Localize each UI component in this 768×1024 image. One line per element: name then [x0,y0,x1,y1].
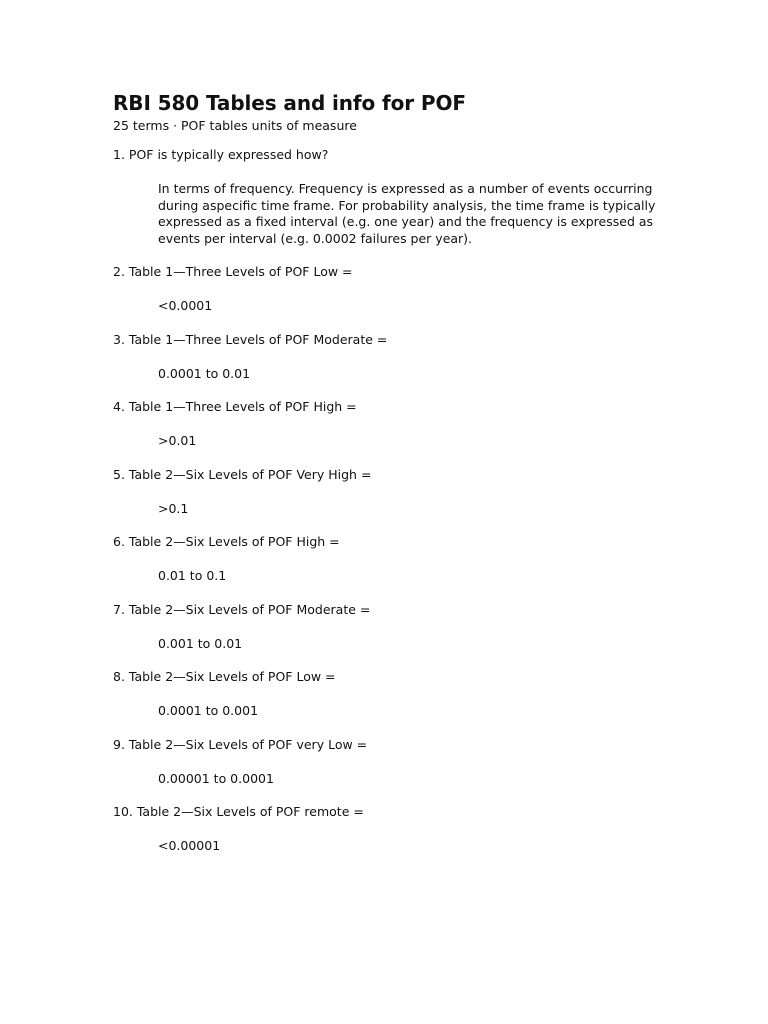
answer-text: 0.00001 to 0.0001 [158,770,274,786]
qa-item-2 [113,264,658,315]
qa-item-6 [113,534,658,585]
answer-text: >0.01 [158,433,197,448]
qa-item-5 [113,467,658,518]
question-text: 2. Table 1—Three Levels of POF Low = [113,264,353,279]
answer-text: 0.0001 to 0.01 [158,365,251,381]
question-text: 1. POF is typically expressed how? [113,147,329,162]
qa-item-1 [113,147,658,247]
question-text: 10. Table 2—Six Levels of POF remote = [113,804,364,819]
question-text: 7. Table 2—Six Levels of POF Moderate = [113,601,371,617]
answer-text: 0.001 to 0.01 [158,635,243,651]
answer-text: 0.01 to 0.1 [158,568,227,583]
question-text: 8. Table 2—Six Levels of POF Low = [113,669,336,684]
document-subtitle: 25 terms · POF tables units of measure [113,118,357,133]
answer-text: 0.0001 to 0.001 [158,703,259,718]
answer-text: <0.0001 [158,298,213,313]
answer-text: <0.00001 [158,838,221,853]
document-content [113,88,658,872]
question-text: 4. Table 1—Three Levels of POF High = [113,399,357,414]
question-text: 6. Table 2—Six Levels of POF High = [113,534,340,549]
question-text: 5. Table 2—Six Levels of POF Very High = [113,466,372,482]
qa-item-8 [113,669,658,720]
qa-item-4 [113,399,658,450]
qa-item-7 [113,602,658,653]
question-text: 9. Table 2—Six Levels of POF very Low = [113,736,368,752]
qa-item-10 [113,804,658,855]
qa-item-9 [113,737,658,788]
answer-text: >0.1 [158,500,189,516]
question-text: 3. Table 1—Three Levels of POF Moderate = [113,331,388,347]
document-title: RBI 580 Tables and info for POF [113,91,466,115]
qa-item-3 [113,332,658,383]
answer-text: In terms of frequency. Frequency is expressed as a number of events occurring during aspecific time frame. For probability analysis, the time frame is typically expressed as a fixed interval (e.g. one year) and the frequency is expressed as events per interval (e.g. 0.0002 failures per year). [158,181,656,246]
